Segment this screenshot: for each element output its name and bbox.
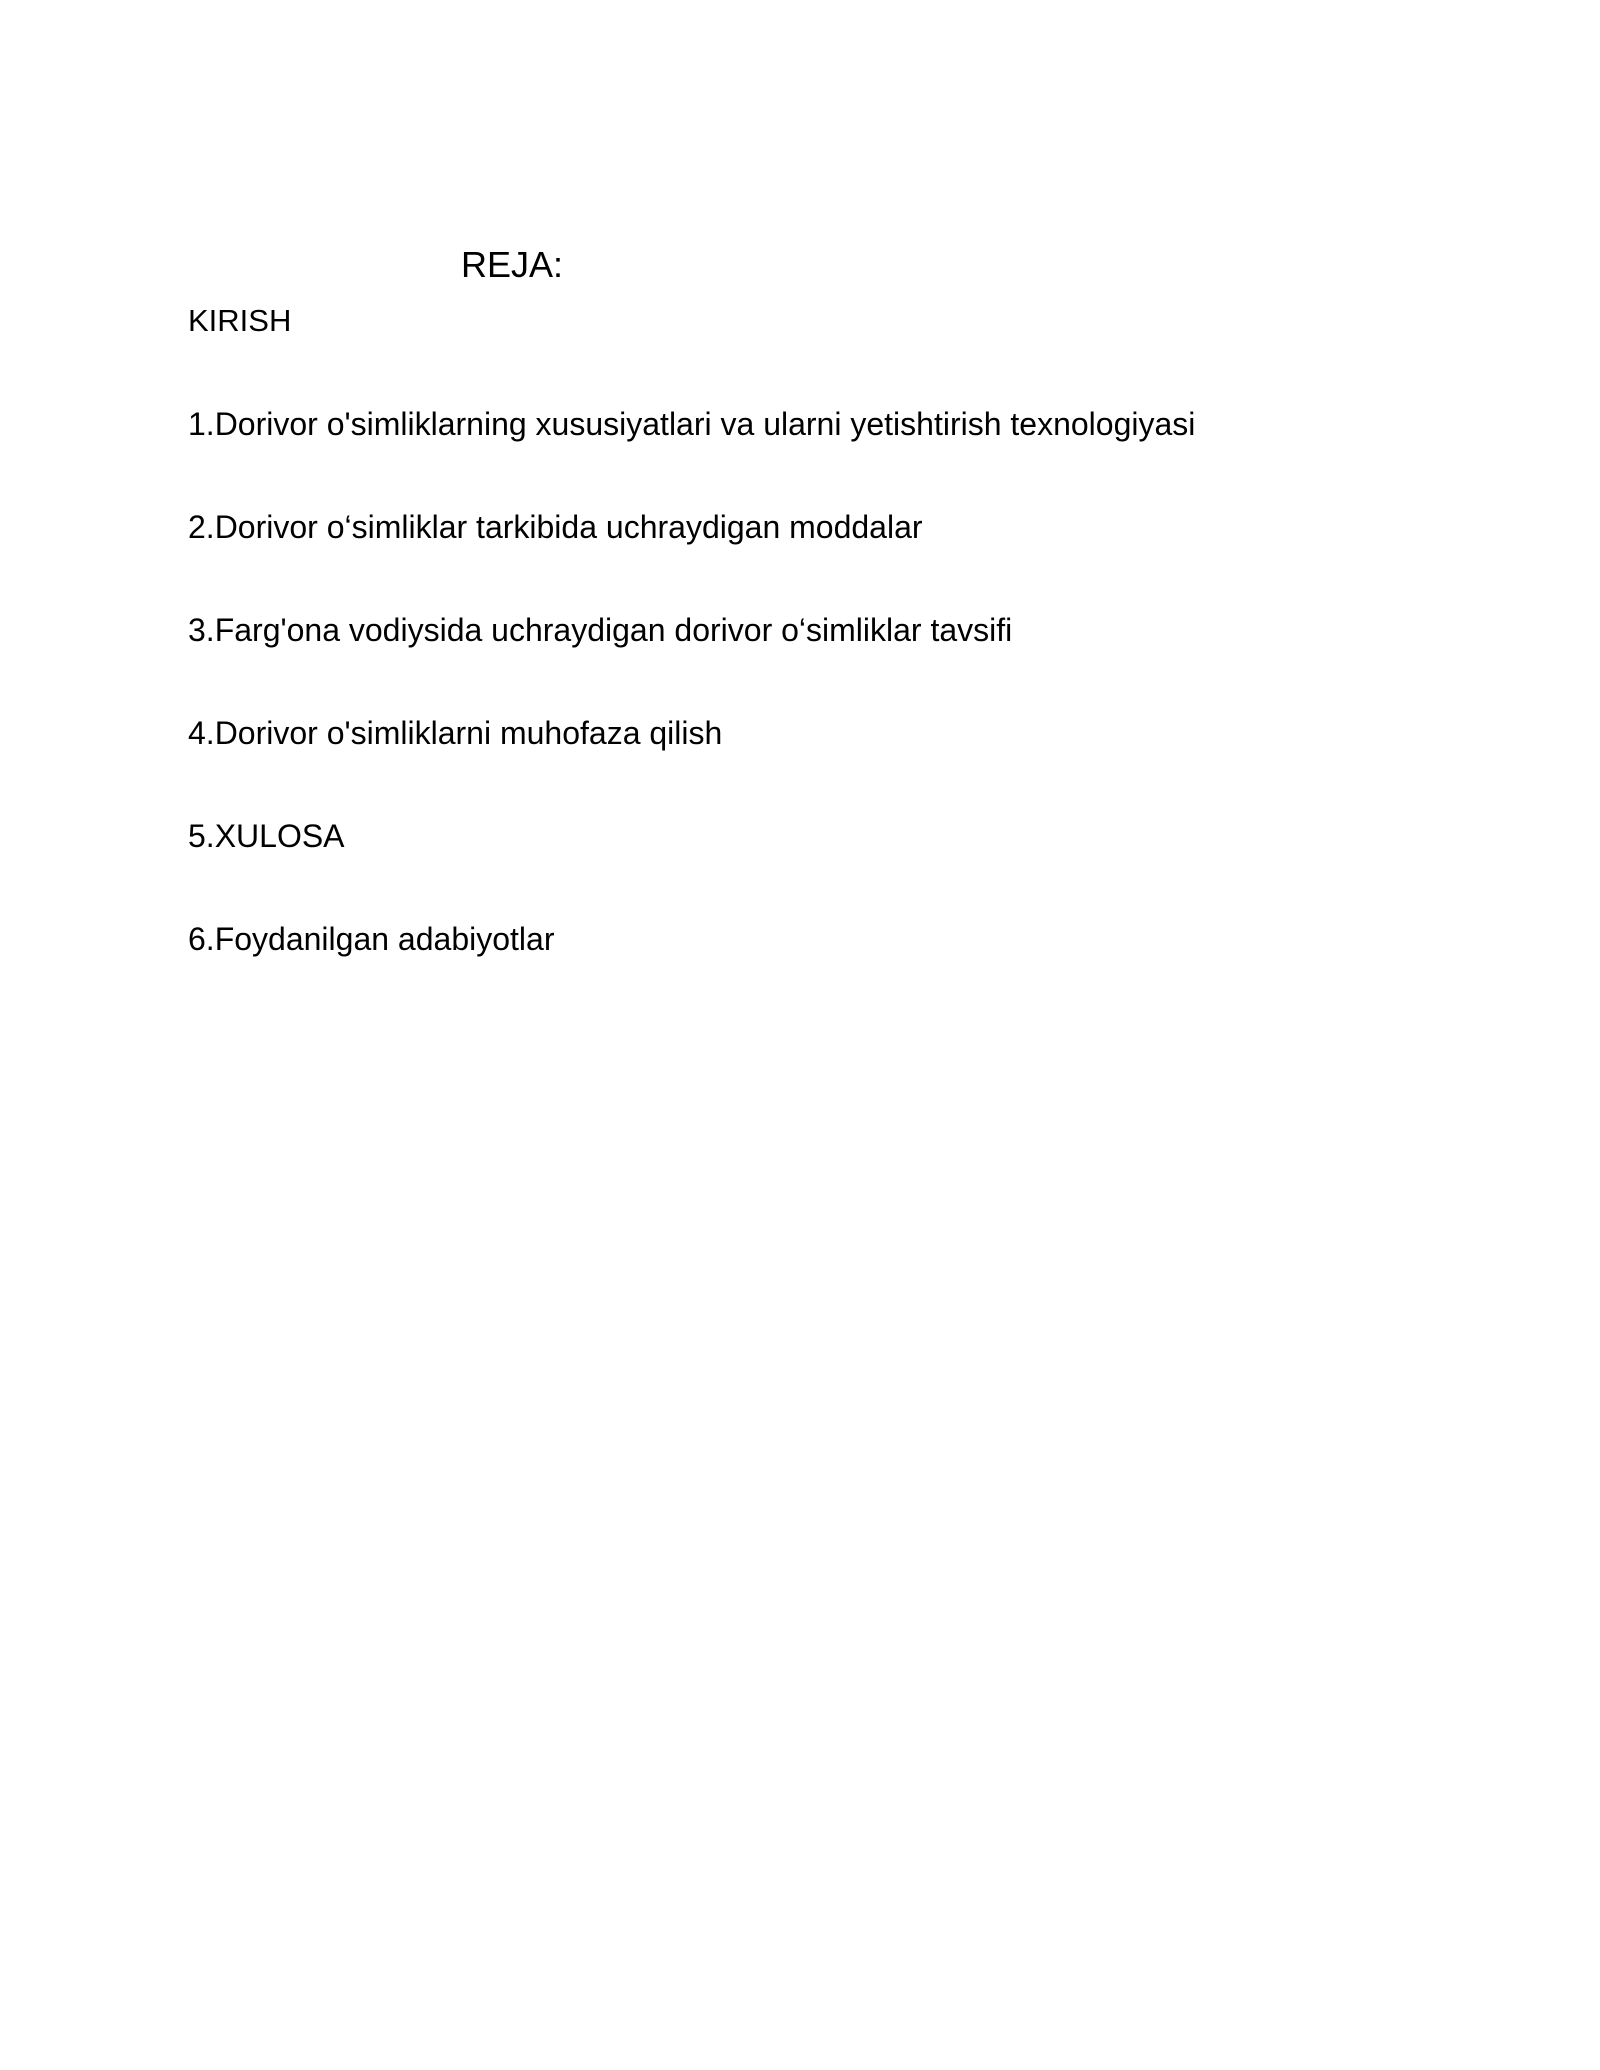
plan-item-5: 5.XULOSA [188, 818, 345, 854]
plan-title: REJA: [461, 244, 564, 285]
plan-item-6: 6.Foydanilgan adabiyotlar [188, 921, 555, 957]
intro-heading: KIRISH [188, 303, 292, 338]
plan-item-4: 4.Dorivor o'simliklarni muhofaza qilish [188, 715, 723, 751]
plan-item-2: 2.Dorivor o‘simliklar tarkibida uchraydigan moddalar [188, 509, 923, 545]
plan-item-3: 3.Farg'ona vodiysida uchraydigan dorivor o‘simliklar tavsifi [188, 612, 1013, 648]
plan-list [188, 404, 1195, 1022]
plan-item-1: 1.Dorivor o'simliklarning xususiyatlari va ularni yetishtirish texnologiyasi [188, 406, 1196, 442]
